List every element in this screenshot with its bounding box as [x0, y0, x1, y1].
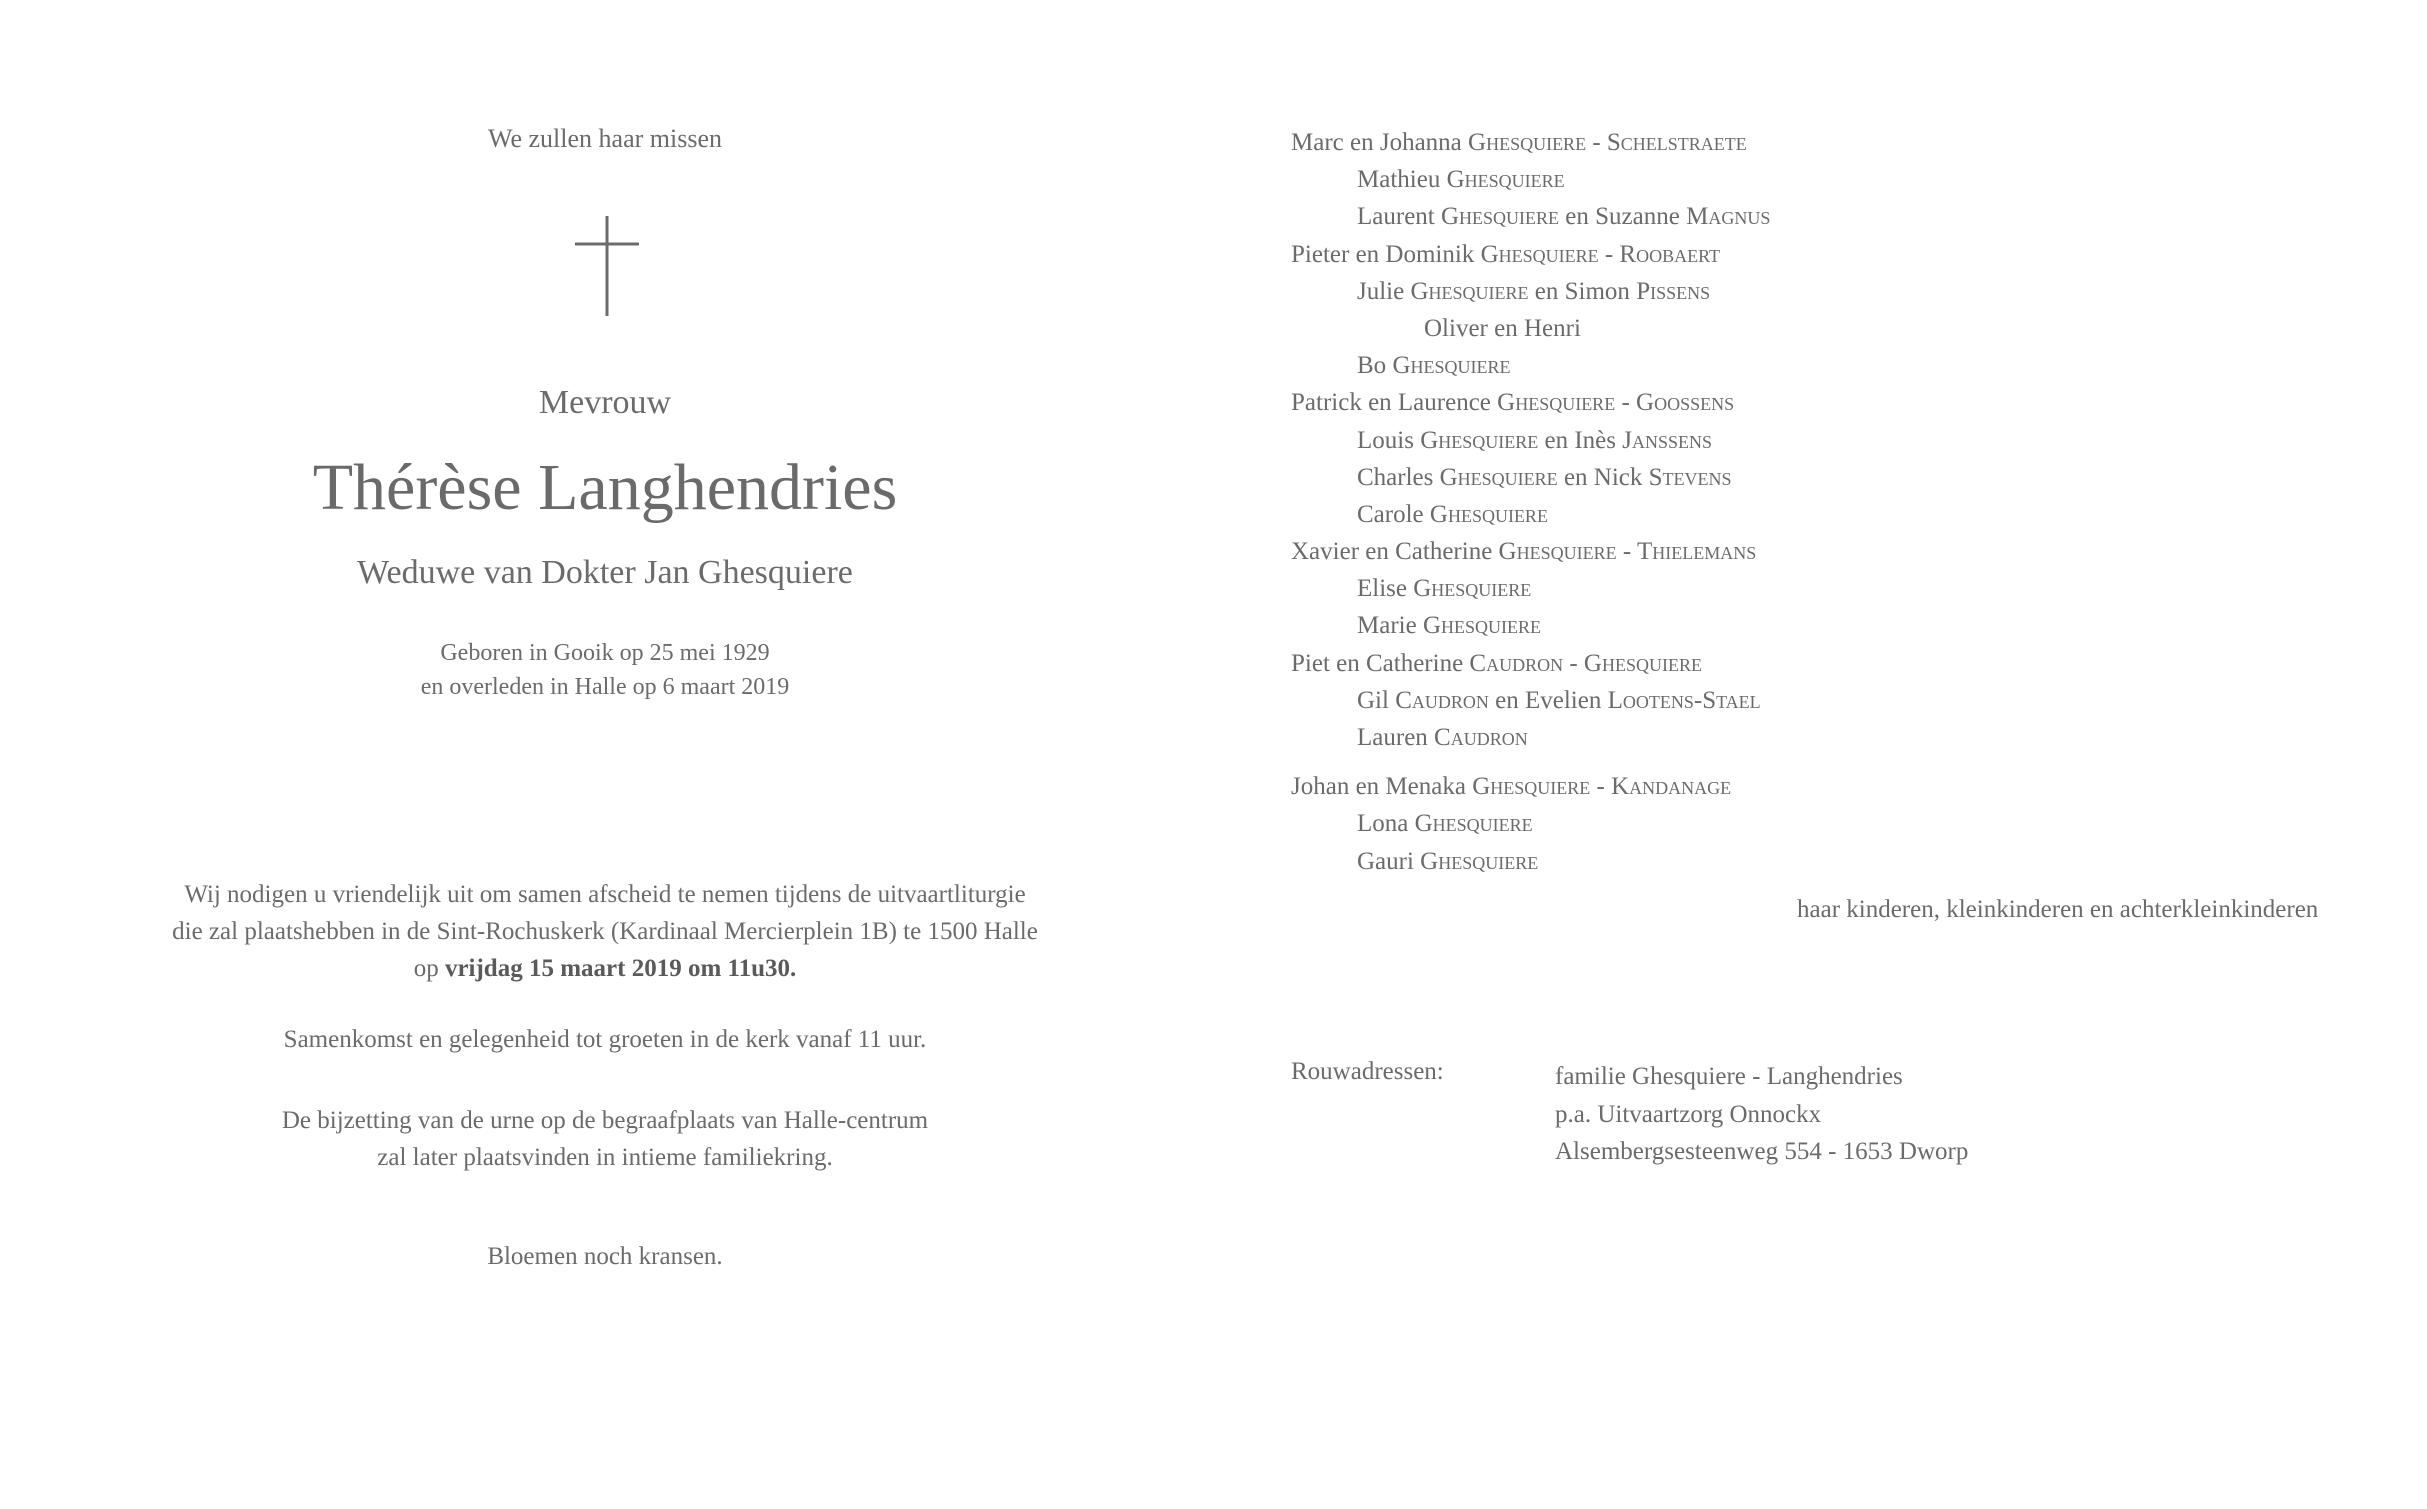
cross-icon	[575, 216, 639, 316]
birth-line: Geboren in Gooik op 25 mei 1929	[440, 640, 770, 666]
deceased-name: Thérèse Langhendries	[312, 451, 898, 524]
relation-text: haar kinderen, kleinkinderen en achterkleinkinderen	[1797, 896, 2319, 923]
service-date: vrijdag 15 maart 2019 om 11u30.	[444, 955, 797, 982]
left-panel	[0, 0, 1210, 1509]
family-line: Marc en Johanna Ghesquiere - Schelstraete	[1291, 129, 1747, 156]
family-line: Marie Ghesquiere	[1357, 612, 1542, 640]
burial-text	[0, 1102, 1210, 1176]
family-line: Carole Ghesquiere	[1357, 500, 1548, 528]
gathering-text: Samenkomst en gelegenheid tot groeten in de kerk vanaf 11 uur.	[283, 1026, 927, 1053]
invitation-line: Wij nodigen u vriendelijk uit om samen afscheid te nemen tijdens de uitvaartliturgie	[184, 881, 1026, 908]
widow-line: Weduwe van Dokter Jan Ghesquiere	[357, 554, 853, 591]
address-line: p.a. Uitvaartzorg Onnockx	[1555, 1100, 1822, 1128]
family-line: Gauri Ghesquiere	[1357, 847, 1539, 875]
family-line: Patrick en Laurence Ghesquiere - Goossens	[1291, 389, 1735, 417]
family-line: Charles Ghesquiere en Nick Stevens	[1357, 463, 1732, 491]
family-line: Lona Ghesquiere	[1357, 810, 1533, 838]
family-line: Gil Caudron en Evelien Lootens-Stael	[1357, 686, 1761, 714]
family-line: Johan en Menaka Ghesquiere - Kandanage	[1291, 773, 1732, 801]
family-line: Oliver en Henri	[1424, 314, 1581, 342]
family-list	[1291, 124, 2391, 880]
family-line: Xavier en Catherine Ghesquiere - Thielemans	[1291, 538, 1757, 566]
invitation-line: die zal plaatshebben in de Sint-Rochuskerk (Kardinaal Mercierplein 1B) te 1500 Halle	[172, 918, 1038, 945]
invitation-line-date: op vrijdag 15 maart 2019 om 11u30.	[413, 955, 797, 982]
address-line: Alsembergsesteenweg 554 - 1653 Dworp	[1555, 1138, 1969, 1165]
address-line: familie Ghesquiere - Langhendries	[1555, 1063, 1903, 1090]
family-line: Bo Ghesquiere	[1357, 352, 1511, 380]
burial-line: zal later plaatsvinden in intieme familiekring.	[377, 1144, 833, 1171]
family-line: Piet en Catherine Caudron - Ghesquiere	[1291, 649, 1702, 677]
burial-line: De bijzetting van de urne op de begraafplaats van Halle-centrum	[281, 1107, 929, 1134]
family-line: Mathieu Ghesquiere	[1357, 166, 1565, 194]
family-line: Elise Ghesquiere	[1357, 575, 1532, 603]
intro-text: We zullen haar missen	[488, 124, 722, 153]
family-line: Pieter en Dominik Ghesquiere - Roobaert	[1291, 240, 1721, 268]
flowers-text: Bloemen noch kransen.	[487, 1243, 723, 1270]
invitation-text	[0, 876, 1210, 987]
death-line: en overleden in Halle op 6 maart 2019	[420, 674, 790, 700]
family-line: Laurent Ghesquiere en Suzanne Magnus	[1357, 203, 1771, 231]
address-block	[1555, 1058, 1968, 1171]
address-label: Rouwadressen:	[1291, 1058, 1444, 1085]
family-line: Julie Ghesquiere en Simon Pissens	[1357, 277, 1711, 305]
honorific: Mevrouw	[538, 384, 672, 421]
family-line: Louis Ghesquiere en Inès Janssens	[1357, 426, 1713, 454]
family-line: Lauren Caudron	[1357, 724, 1528, 751]
